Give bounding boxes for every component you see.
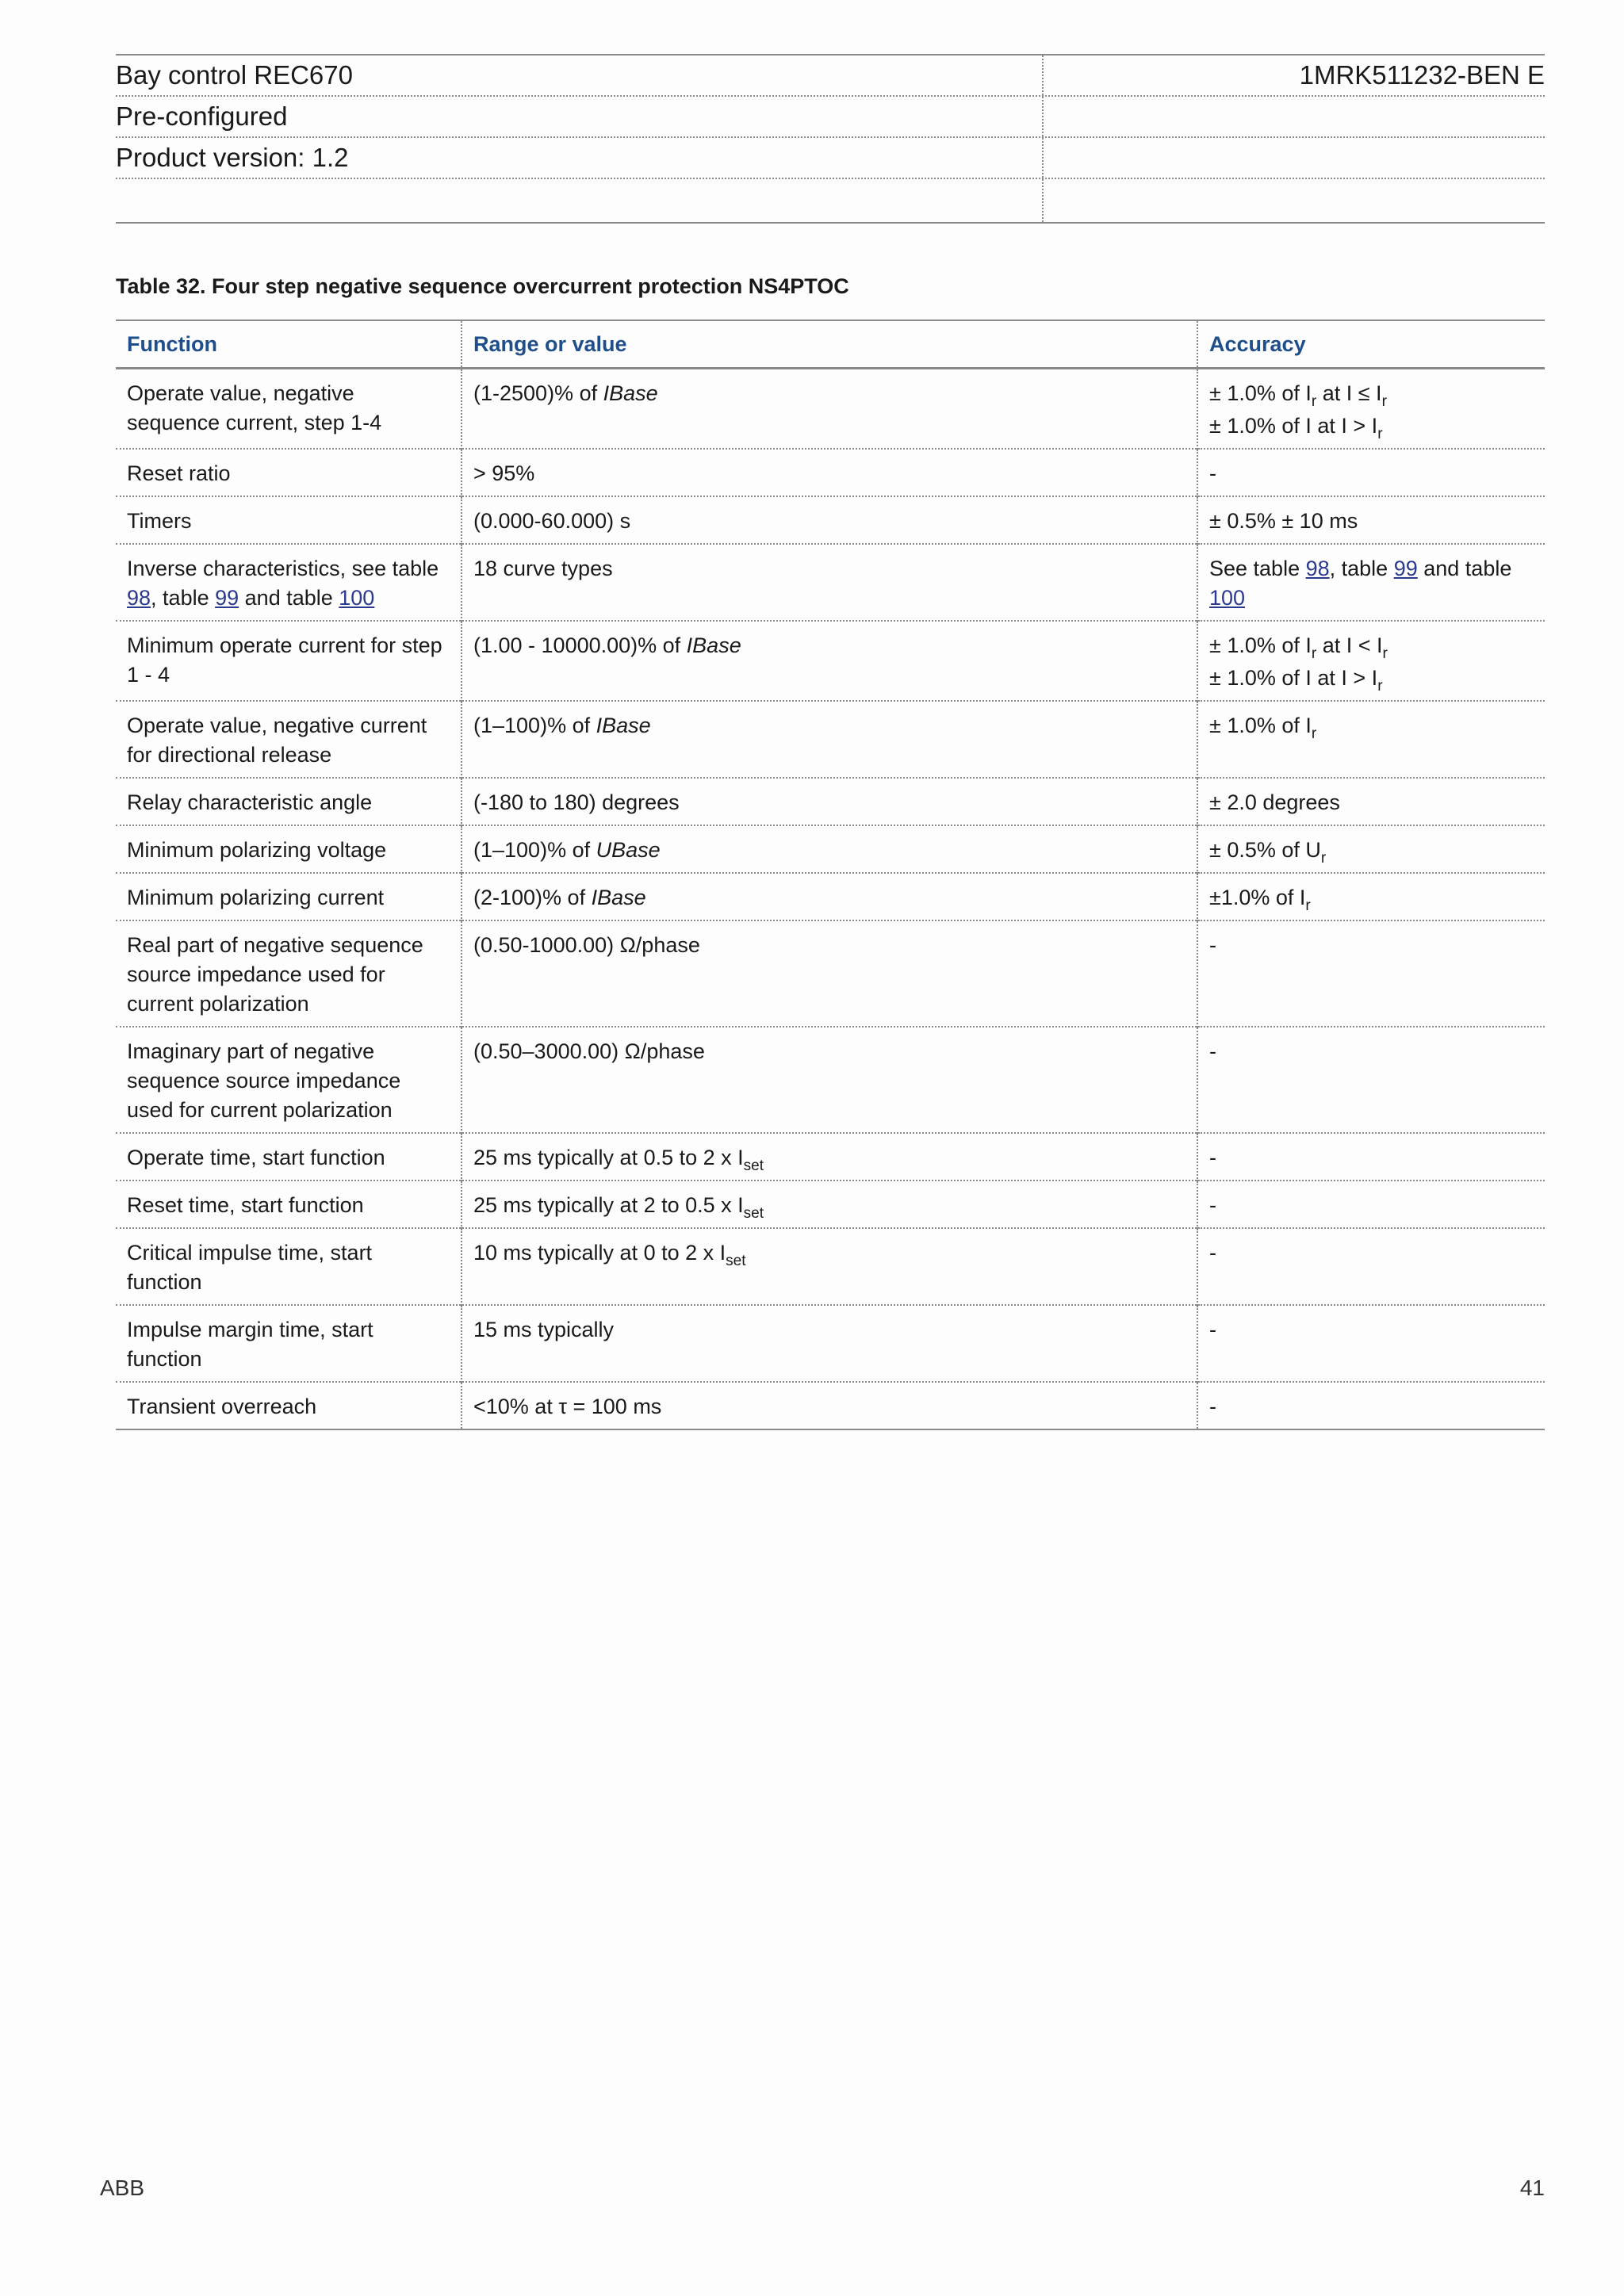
header-row (116, 97, 1545, 138)
text-run: ± 1.0% of I (1209, 714, 1312, 737)
subscript: set (743, 1205, 764, 1222)
cell-accuracy (1197, 1027, 1545, 1133)
table-row (116, 1133, 1545, 1181)
text-run: Inverse characteristics, see table (127, 557, 439, 580)
table-row (116, 701, 1545, 778)
table-row (116, 873, 1545, 920)
accuracy-line (1209, 459, 1534, 488)
text-run: ±1.0% of I (1209, 886, 1306, 909)
cell-range (462, 369, 1197, 450)
header-cell-empty (1044, 138, 1545, 178)
accuracy-line (1209, 554, 1534, 613)
accuracy-line (1209, 883, 1534, 913)
cell-range (462, 496, 1197, 544)
table-header-row (116, 320, 1545, 369)
text-run: See table (1209, 557, 1306, 580)
text-run: (1.00 - 10000.00)% of (473, 633, 687, 657)
cell-accuracy (1197, 1382, 1545, 1429)
text-run: (-180 to 180) degrees (473, 790, 680, 814)
cell-accuracy (1197, 449, 1545, 496)
text-run: , table (151, 586, 216, 610)
table-row (116, 1305, 1545, 1382)
accuracy-line (1209, 1238, 1534, 1268)
header-cell-empty (1044, 97, 1545, 136)
subscript: r (1311, 725, 1317, 742)
text-run: - (1209, 1146, 1216, 1169)
cell-range (462, 825, 1197, 873)
text-run: 10 ms typically at 0 to 2 x I (473, 1241, 726, 1265)
table-row (116, 778, 1545, 825)
header-row (116, 179, 1545, 222)
text-run: - (1209, 1241, 1216, 1265)
subscript: r (1381, 393, 1387, 410)
cell-function: Transient overreach (127, 1395, 317, 1418)
text-run: (1–100)% of (473, 714, 596, 737)
subscript: set (726, 1253, 746, 1269)
text-run: 25 ms typically at 2 to 0.5 x I (473, 1193, 744, 1217)
cell-function: Operate value, negative current for directional release (127, 714, 427, 767)
table-row (116, 1382, 1545, 1429)
cell-function: Reset ratio (127, 461, 231, 485)
accuracy-line (1209, 836, 1534, 865)
accuracy-line (1209, 711, 1534, 740)
text-run: - (1209, 933, 1216, 957)
table-row (116, 449, 1545, 496)
cell-accuracy (1197, 621, 1545, 701)
text-run: at I < I (1316, 633, 1383, 657)
text-run: ± 2.0 degrees (1209, 790, 1340, 814)
cell-accuracy (1197, 1181, 1545, 1228)
cell-function: Minimum operate current for step 1 - 4 (127, 633, 442, 687)
cell-accuracy (1197, 701, 1545, 778)
cell-function: Timers (127, 509, 192, 533)
cell-accuracy (1197, 1133, 1545, 1181)
header-row (116, 138, 1545, 179)
cell-accuracy (1197, 920, 1545, 1027)
subscript: r (1311, 645, 1317, 662)
cell-range (462, 544, 1197, 621)
cell-range (462, 1382, 1197, 1429)
text-run: (0.50-1000.00) Ω/phase (473, 933, 700, 957)
cell-function: Real part of negative sequence source impedance used for current polarization (127, 933, 423, 1016)
text-run: > 95% (473, 461, 535, 485)
subscript: r (1311, 393, 1317, 410)
text-run: ± 1.0% of I (1209, 381, 1312, 405)
text-run: 15 ms typically (473, 1318, 615, 1341)
cell-function: Operate value, negative sequence current, step 1-4 (127, 381, 382, 434)
table-row (116, 496, 1545, 544)
accuracy-line (1209, 1191, 1534, 1220)
cell-range (462, 1305, 1197, 1382)
product-version: Product version: 1.2 (116, 138, 1044, 178)
cell-range (462, 621, 1197, 701)
text-run: ± 1.0% of I (1209, 633, 1312, 657)
table-reference-link[interactable]: 100 (1209, 586, 1246, 610)
italic-text: IBase (603, 381, 658, 405)
header-row (116, 55, 1545, 97)
cell-accuracy (1197, 873, 1545, 920)
text-run: - (1209, 1193, 1216, 1217)
table-row (116, 621, 1545, 701)
header-cell-empty (116, 179, 1044, 222)
table-reference-link[interactable]: 100 (339, 586, 375, 610)
accuracy-line (1209, 931, 1534, 960)
text-run: - (1209, 1318, 1216, 1341)
table-row (116, 544, 1545, 621)
column-header-range: Range or value (462, 320, 1197, 369)
table-row (116, 1027, 1545, 1133)
italic-text: UBase (596, 838, 661, 862)
accuracy-line (1209, 664, 1534, 693)
cell-function: Reset time, start function (127, 1193, 364, 1217)
cell-range (462, 1133, 1197, 1181)
table-row (116, 369, 1545, 450)
cell-range (462, 873, 1197, 920)
text-run: <10% at τ = 100 ms (473, 1395, 662, 1418)
cell-accuracy (1197, 1228, 1545, 1305)
accuracy-line (1209, 411, 1534, 441)
text-run: ± 0.5% of U (1209, 838, 1321, 862)
accuracy-line (1209, 507, 1534, 536)
accuracy-line (1209, 1315, 1534, 1345)
table-caption: Table 32. Four step negative sequence overcurrent protection NS4PTOC (116, 274, 849, 298)
cell-accuracy (1197, 369, 1545, 450)
cell-range (462, 1228, 1197, 1305)
italic-text: IBase (686, 633, 741, 657)
cell-accuracy (1197, 1305, 1545, 1382)
text-run: and table (239, 586, 339, 610)
accuracy-line (1209, 1037, 1534, 1066)
table-reference-link[interactable]: 98 (127, 586, 151, 610)
text-run: (1-2500)% of (473, 381, 603, 405)
cell-range (462, 920, 1197, 1027)
text-run: , table (1329, 557, 1394, 580)
cell-function (116, 544, 462, 621)
text-run: (2-100)% of (473, 886, 592, 909)
accuracy-line (1209, 631, 1534, 660)
footer-company: ABB (100, 2175, 145, 2200)
document-id: 1MRK511232-BEN E (1299, 60, 1545, 90)
table-row (116, 1181, 1545, 1228)
text-run: ± 1.0% of I at I > I (1209, 666, 1378, 690)
cell-range (462, 701, 1197, 778)
cell-accuracy (1197, 825, 1545, 873)
cell-accuracy (1197, 496, 1545, 544)
cell-function: Imaginary part of negative sequence source impedance used for current polarization (127, 1039, 401, 1122)
table-row (116, 920, 1545, 1027)
accuracy-line (1209, 788, 1534, 817)
cell-function: Relay characteristic angle (127, 790, 373, 814)
text-run: (0.000-60.000) s (473, 509, 631, 533)
cell-accuracy (1197, 544, 1545, 621)
table-reference-link[interactable]: 99 (1393, 557, 1418, 580)
table-reference-link[interactable]: 99 (215, 586, 239, 610)
text-run: and table (1417, 557, 1512, 580)
table-row (116, 1228, 1545, 1305)
text-run: - (1209, 1395, 1216, 1418)
text-run: (1–100)% of (473, 838, 596, 862)
text-run: at I ≤ I (1316, 381, 1382, 405)
accuracy-line (1209, 1392, 1534, 1422)
cell-range (462, 1181, 1197, 1228)
cell-accuracy (1197, 778, 1545, 825)
text-run: - (1209, 461, 1216, 485)
subscript: r (1305, 897, 1311, 914)
header-cell-empty (1044, 179, 1545, 222)
cell-range (462, 449, 1197, 496)
text-run: (0.50–3000.00) Ω/phase (473, 1039, 705, 1063)
accuracy-line (1209, 1143, 1534, 1173)
document-header (116, 54, 1545, 224)
text-run: - (1209, 1039, 1216, 1063)
cell-function: Operate time, start function (127, 1146, 385, 1169)
cell-range (462, 778, 1197, 825)
text-run: ± 1.0% of I at I > I (1209, 414, 1378, 438)
subscript: set (743, 1158, 764, 1174)
subscript: r (1382, 645, 1388, 662)
column-header-accuracy: Accuracy (1197, 320, 1545, 369)
cell-function: Minimum polarizing current (127, 886, 385, 909)
subscript: r (1377, 426, 1383, 442)
table-reference-link[interactable]: 98 (1305, 557, 1330, 580)
text-run: ± 0.5% ± 10 ms (1209, 509, 1358, 533)
cell-range (462, 1027, 1197, 1133)
italic-text: IBase (596, 714, 651, 737)
subscript: r (1377, 678, 1383, 695)
table-row (116, 825, 1545, 873)
product-variant: Pre-configured (116, 97, 1044, 136)
accuracy-line (1209, 379, 1534, 408)
product-name: Bay control REC670 (116, 55, 1044, 95)
text-run: 25 ms typically at 0.5 to 2 x I (473, 1146, 744, 1169)
text-run: 18 curve types (473, 557, 613, 580)
page-number: 41 (1519, 2175, 1545, 2200)
spec-table (116, 320, 1545, 1430)
cell-function: Critical impulse time, start function (127, 1241, 373, 1294)
cell-function: Minimum polarizing voltage (127, 838, 387, 862)
column-header-function: Function (127, 331, 217, 356)
cell-function: Impulse margin time, start function (127, 1318, 373, 1371)
italic-text: IBase (591, 886, 646, 909)
table-body (116, 369, 1545, 1430)
subscript: r (1320, 850, 1327, 867)
